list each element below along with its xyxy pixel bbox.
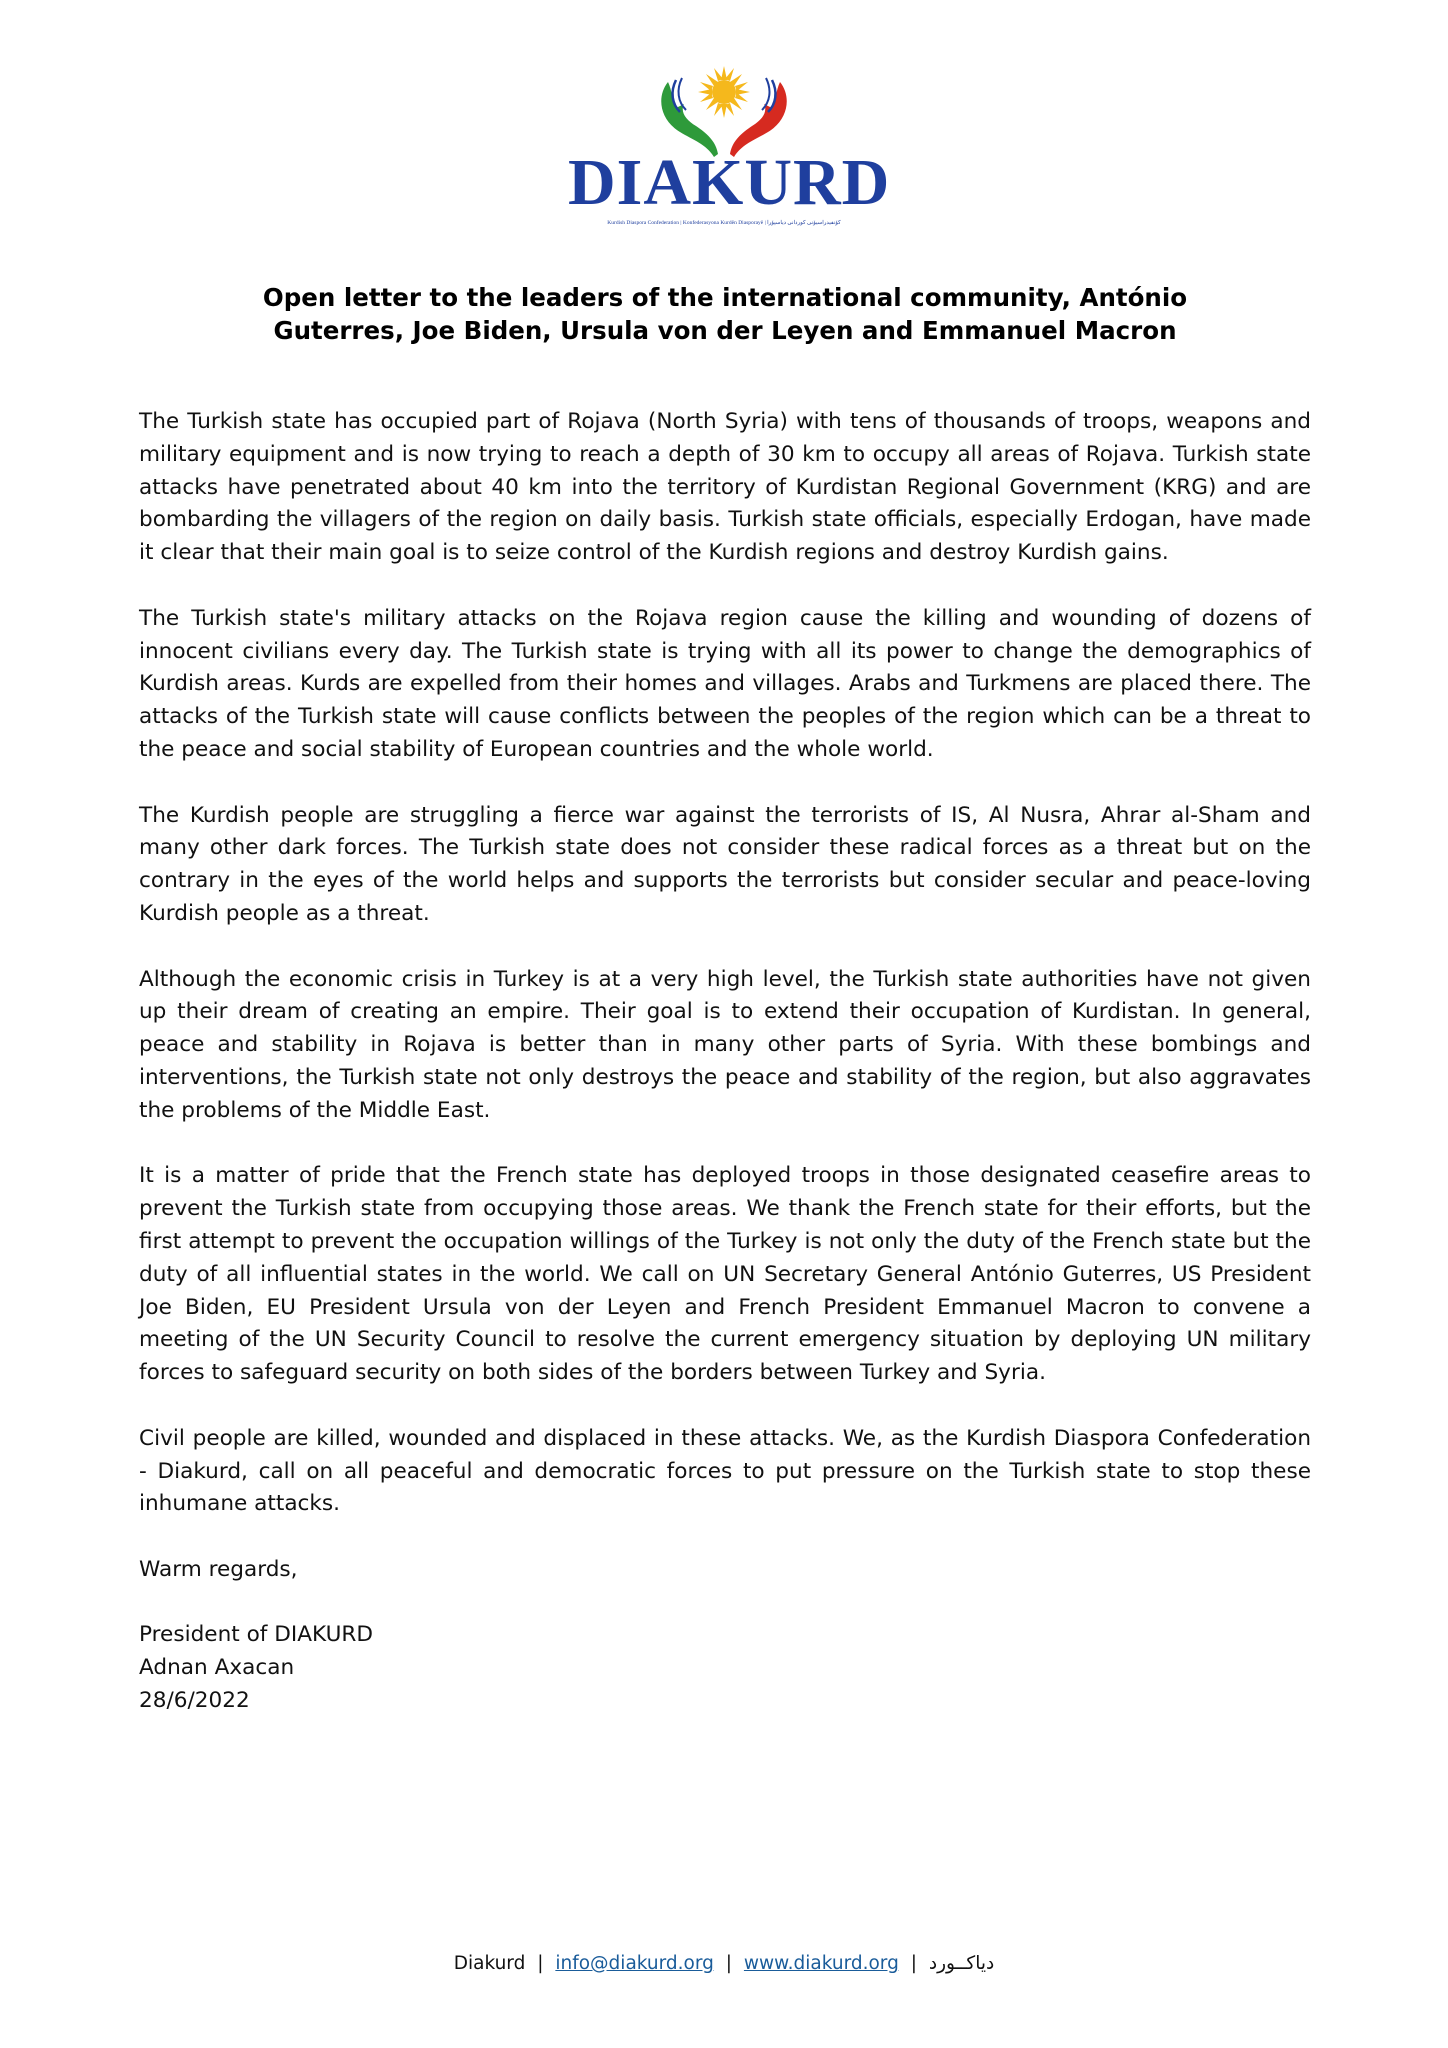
footer-org: Diakurd <box>453 1953 526 1974</box>
paragraph: The Turkish state has occupied part of Rojava (North Syria) with tens of thousands of troops, weapons and military equipment and is now trying to reach a depth of 30 km to occupy all areas of Rojava. Turkish state attacks have penetrated about 40 km into the territory of Kurdistan Regional Government (KRG) and are bombarding the villagers of the region on daily basis. Turkish state officials, especially Erdogan, have made it clear that their main goal is to seize control of the Kurdish regions and destroy Kurdish gains. <box>139 409 1311 566</box>
letter-body <box>139 406 1311 1718</box>
signature-role: President of DIAKURD <box>139 1622 374 1648</box>
page-footer <box>0 1953 1448 1974</box>
logo-tagline: Kurdish Diaspora Confederation | Konfederasyona Kurdên Diasporayê | کۆنفیدراسیۆنی کوردانی دیاسپۆرا <box>607 220 841 226</box>
footer-separator: | <box>725 1953 733 1974</box>
footer-separator: | <box>910 1953 917 1974</box>
paragraph: The Kurdish people are struggling a fierce war against the terrorists of IS, Al Nusra, Ahrar al-Sham and many other dark forces. The Turkish state does not consider these radical forces as a threat but on the contrary in the eyes of the world helps and supports the terrorists but consider secular and peace-loving Kurdish people as a threat. <box>139 802 1311 926</box>
signature-name: Adnan Axacan <box>139 1655 295 1681</box>
footer-org-arabic: دیاکــورد <box>928 1953 995 1974</box>
title-line-2: Guterres, Joe Biden, Ursula von der Leyen and Emmanuel Macron <box>273 316 1177 345</box>
paragraph: Although the economic crisis in Turkey is at a very high level, the Turkish state authorities have not given up their dream of creating an empire. Their goal is to extend their occupation of Kurdistan. In general, peace and stability in Rojava is better than in many other parts of Syria. With these bombings and interventions, the Turkish state not only destroys the peace and stability of the region, but also aggravates the problems of the Middle East. <box>139 966 1311 1123</box>
title-line-1: Open letter to the leaders of the international community, António <box>262 283 1188 312</box>
footer-email-link[interactable]: info@diakurd.org <box>555 1953 714 1974</box>
letter-title <box>150 281 1300 347</box>
signature-date: 28/6/2022 <box>139 1688 250 1714</box>
sun-icon <box>698 66 750 118</box>
paragraph: It is a matter of pride that the French state has deployed troops in those designated ceasefire areas to prevent the Turkish state from occupying those areas. We thank the French state for their efforts, but the first attempt to prevent the occupation willings of the Turkey is not only the duty of the French state but the duty of all influential states in the world. We call on UN Secretary General António Guterres, US President Joe Biden, EU President Ursula von der Leyen and French President Emmanuel Macron to convene a meeting of the UN Security Council to resolve the current emergency situation by deploying UN military forces to safeguard security on both sides of the borders between Turkey and Syria. <box>139 1163 1311 1386</box>
footer-separator: | <box>537 1953 544 1974</box>
closing: Warm regards, <box>139 1556 298 1582</box>
signature-block <box>139 1619 1311 1717</box>
paragraph: The Turkish state's military attacks on the Rojava region cause the killing and wounding of dozens of innocent civilians every day. The Turkish state is trying with all its power to change the demographics of Kurdish areas. Kurds are expelled from their homes and villages. Arabs and Turkmens are placed there. The attacks of the Turkish state will cause conflicts between the peoples of the region which can be a threat to the peace and social stability of European countries and the whole world. <box>139 605 1311 762</box>
paragraph: Civil people are killed, wounded and displaced in these attacks. We, as the Kurdish Diaspora Confederation - Diakurd, call on all peaceful and democratic forces to put pressure on the Turkish state to stop these inhumane attacks. <box>139 1425 1311 1517</box>
diakurd-logo <box>568 62 891 232</box>
footer-website-link[interactable]: www.diakurd.org <box>743 1953 899 1974</box>
logo-wordmark: DIAKURD <box>568 146 891 219</box>
